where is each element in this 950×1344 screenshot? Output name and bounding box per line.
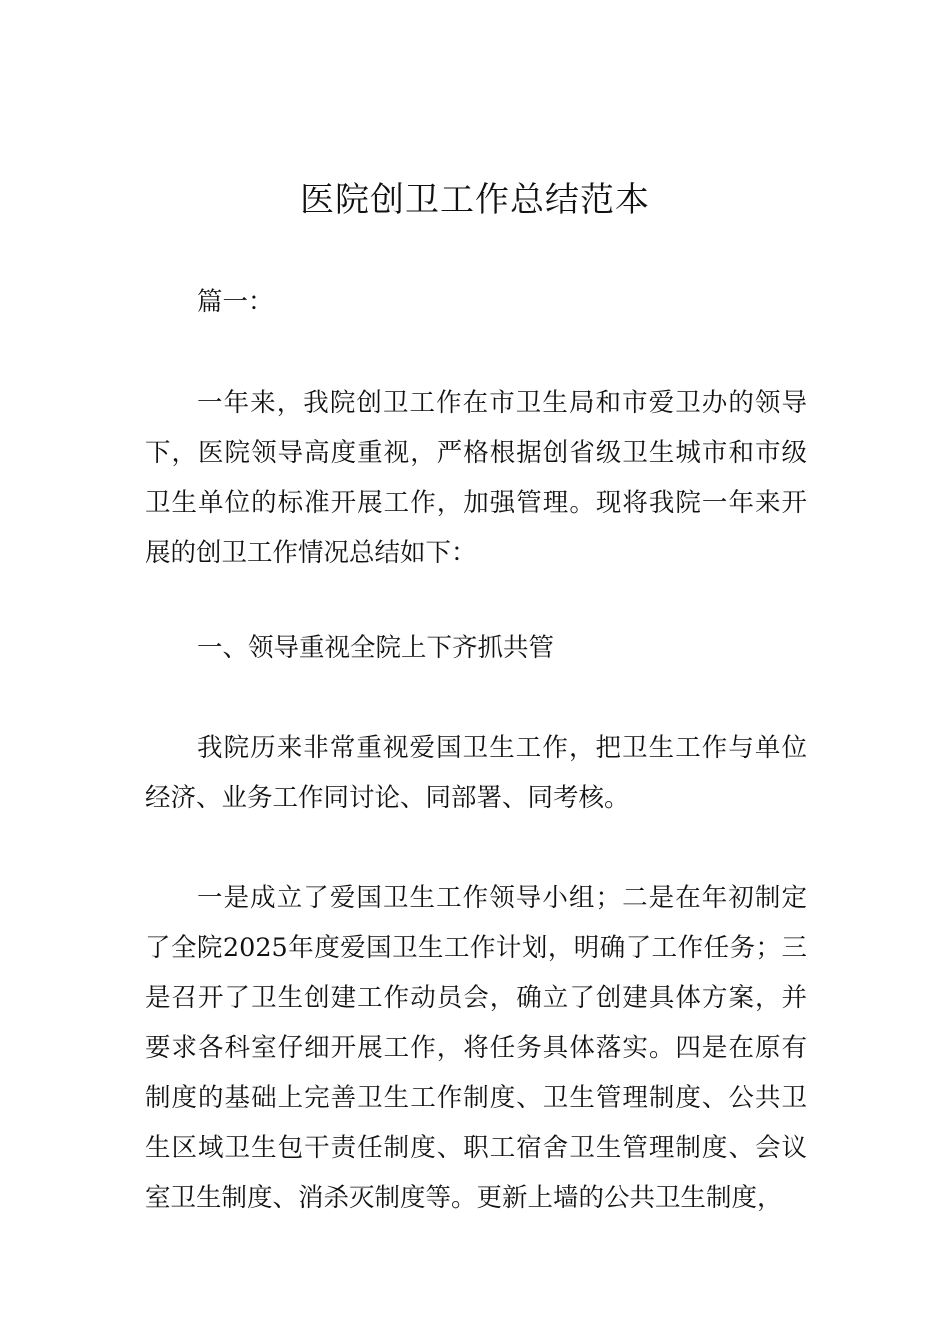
section-heading-1: 一、领导重视全院上下齐抓共管 — [197, 633, 555, 663]
document-title: 医院创卫工作总结范本 — [300, 180, 650, 220]
body-paragraph-1: 我院历来非常重视爱国卫生工作，把卫生工作与单位经济、业务工作同讨论、同部署、同考核。 — [145, 733, 807, 813]
section-label: 篇一： — [197, 287, 274, 317]
body-paragraph-2: 一是成立了爱国卫生工作领导小组；二是在年初制定了全院2025年度爱国卫生工作计划，明确了工作任务；三是召开了卫生创建工作动员会，确立了创建具体方案，并要求各科室仔细开展工作，将任务具体落实。四是在原有制度的基础上完善卫生工作制度、卫生管理制度、公共卫生区域卫生包干责任制度、职工宿舍卫生管理制度、会议室卫生制度、消杀灭制度等。更新上墙的公共卫生制度， — [145, 883, 807, 1213]
intro-paragraph: 一年来，我院创卫工作在市卫生局和市爱卫办的领导下，医院领导高度重视，严格根据创省级卫生城市和市级卫生单位的标准开展工作，加强管理。现将我院一年来开展的创卫工作情况总结如下： — [145, 388, 807, 568]
